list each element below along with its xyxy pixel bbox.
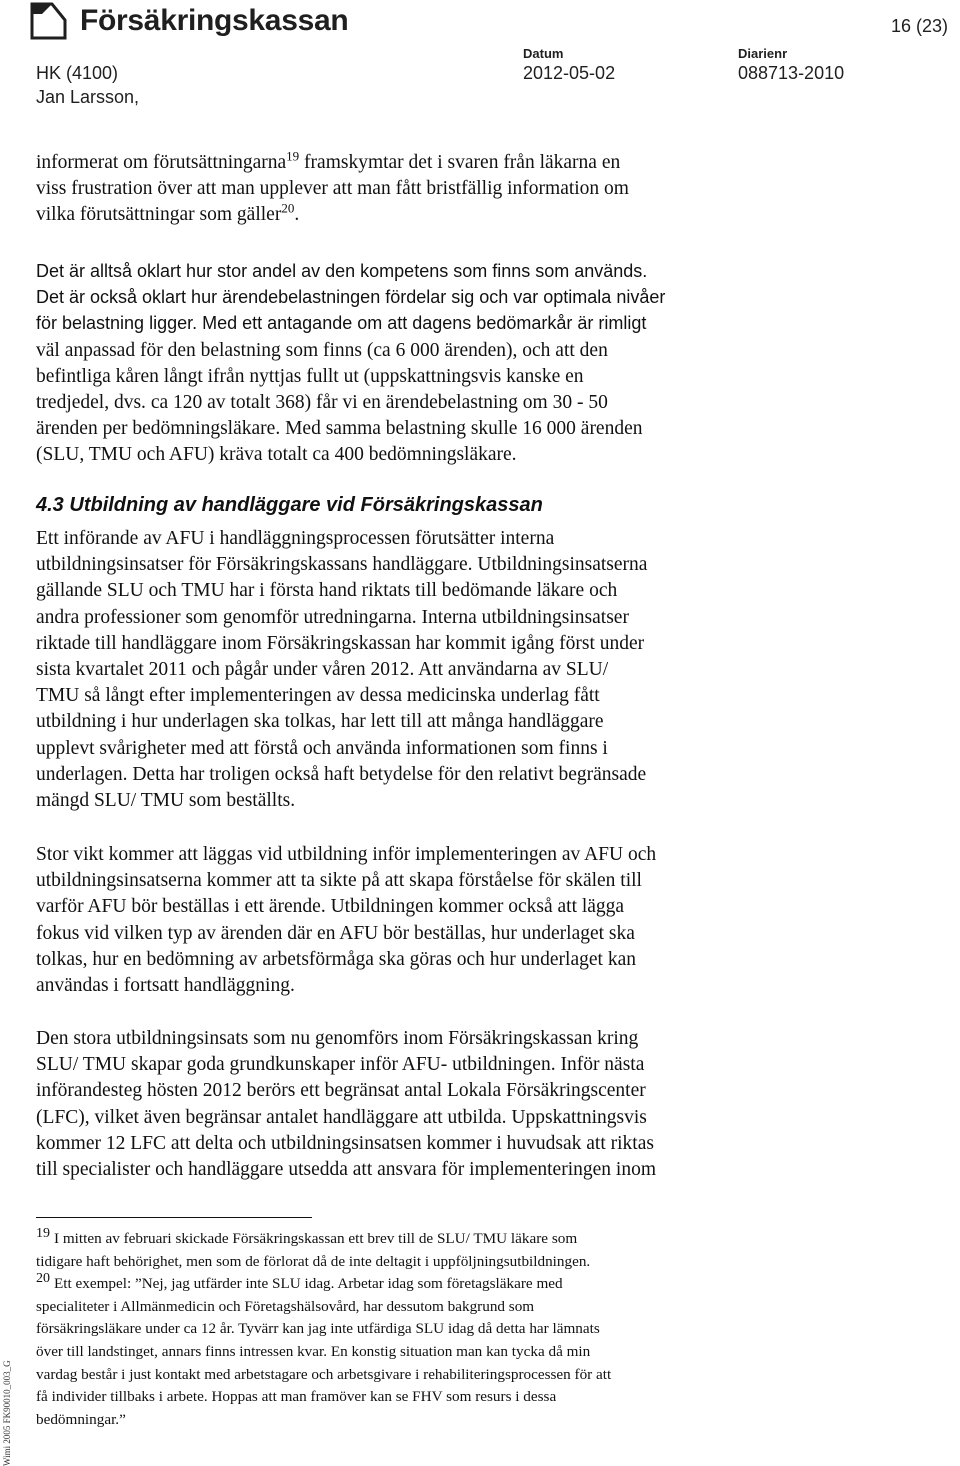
text-fragment: framskymtar det i svaren från läkarna en (299, 152, 621, 173)
text-line: viss frustration över att man upplever att man fått bristfällig information om (36, 178, 629, 200)
section-heading (36, 494, 543, 517)
text-line: fokus vid vilken typ av ärenden där en AFU bör beställas, hur underlaget ska (36, 922, 635, 944)
section-title: Utbildning av handläggare vid Försäkringskassan (63, 494, 543, 516)
text-fragment: Med samma belastning skulle 16 000 ärenden (280, 418, 643, 440)
text-line: till specialister och handläggare utsedda att ansvara för implementeringen inom (36, 1159, 656, 1181)
text-line: Stor vikt kommer att läggas vid utbildning inför implementeringen av AFU och (36, 844, 657, 865)
text-line (36, 416, 806, 442)
text-fragment: för belastning ligger. (36, 313, 198, 334)
reference-label: Diarienr (738, 46, 788, 61)
text-fragment: ärenden per bedömningsläkare. (36, 418, 281, 440)
author-name: Jan Larsson, (36, 87, 140, 107)
date-label: Datum (523, 46, 564, 61)
footnote-divider (36, 1217, 312, 1218)
footnote-ref-19: 19 (286, 148, 300, 164)
text-fragment: Med ett antagande om att dagens bedömarkår är rimligt (197, 313, 647, 334)
text-fragment: informerat om förutsättningarna (36, 152, 287, 173)
paragraph-2 (36, 258, 806, 469)
text-fragment: I mitten av februari skickade Försäkringskassan ett brev till de SLU/ TMU läkare som (54, 1230, 578, 1247)
text-line: tolkas, hur en bedömning av arbetsförmåga ska göras och hur underlaget kan (36, 948, 636, 970)
text-line: bedömningar.” (36, 1410, 126, 1428)
text-line: underlagen. Detta har troligen också haft betydelse för den relativt begränsade (36, 763, 647, 785)
text-line: utbildning i hur underlagen ska tolkas, har lett till att många handläggare (36, 711, 604, 733)
paragraph-4 (36, 842, 806, 999)
paragraph-3 (36, 526, 806, 814)
text-line: Ett införande av AFU i handläggningsprocessen förutsätter interna (36, 528, 555, 549)
section-number: 4.3 (36, 494, 64, 516)
text-fragment: tredjedel, dvs. (36, 392, 146, 414)
text-line: mängd SLU/ TMU som beställts. (36, 790, 296, 812)
text-line: Det är alltså oklart hur stor andel av den kompetens som finns som används. (36, 261, 648, 281)
text-line: andra professioner som genomför utredningarna. Interna utbildningsinsatser (36, 606, 629, 628)
forsakringskassan-logo-icon (30, 2, 67, 40)
text-line: TMU så långt efter implementeringen av dessa medicinska underlag fått (36, 685, 600, 707)
text-line: över till landstinget, annars finns intressen kvar. En konstig situation man kan tycka då min (36, 1342, 591, 1360)
text-line: införandesteg hösten 2012 berörs ett begränsat antal Lokala Försäkringscenter (36, 1080, 646, 1102)
footnote-number: 20 (36, 1271, 50, 1287)
text-line: vardag består i just kontakt med arbetstagare och arbetsgivare i rehabiliteringsprocessen för att (36, 1365, 612, 1383)
page-number: 16 (23) (890, 16, 948, 36)
text-line: varför AFU bör beställas i ett ärende. Utbildningen kommer också att lägga (36, 896, 625, 918)
text-fragment: . (294, 204, 300, 226)
text-line: (LFC), vilket även begränsar antalet handläggare att utbilda. Uppskattningsvis (36, 1106, 647, 1128)
paragraph-1 (36, 150, 806, 229)
text-line: Den stora utbildningsinsats som nu genomförs inom Försäkringskassan kring (36, 1028, 639, 1049)
text-line: (SLU, TMU och AFU) kräva totalt ca 400 bedömningsläkare. (36, 444, 517, 466)
text-line: riktade till handläggare inom Försäkringskassan har kommit igång först under (36, 632, 645, 654)
text-line: användas i fortsatt handläggning. (36, 975, 295, 997)
date-value: 2012-05-02 (523, 63, 616, 83)
text-line: försäkringsläkare under ca 12 år. Tyvärr kan jag inte utfärdiga SLU idag då detta har lämnats (36, 1320, 600, 1338)
footnote-19 (36, 1228, 766, 1251)
paragraph-5 (36, 1026, 806, 1183)
text-line: få individer tillbaks i arbete. Hoppas att man framöver kan se FHV som resurs i dessa (36, 1388, 557, 1406)
text-line: Det är också oklart hur ärendebelastningen fördelar sig och var optimala nivåer (36, 287, 666, 308)
unit-label: HK (4100) (36, 63, 119, 83)
text-line (36, 310, 806, 337)
text-line: SLU/ TMU skapar goda grundkunskaper inför AFU- utbildningen. Inför nästa (36, 1054, 645, 1076)
text-fragment: Ett exempel: ”Nej, jag utfärder inte SLU idag. Arbetar idag som företagsläkare med (54, 1275, 563, 1293)
text-fragment: ca 120 av totalt 368) får vi en ärendebelastning om 30 - 50 (145, 392, 608, 414)
footnote-number: 19 (36, 1226, 50, 1241)
form-code: Wimi 2005 FK90010_003_G (2, 1360, 12, 1466)
footnote-20 (36, 1273, 766, 1296)
text-line (36, 202, 806, 228)
text-fragment: vilka förutsättningar som gäller (36, 204, 282, 226)
text-line: kommer 12 LFC att delta och utbildningsinsatsen kommer i huvudsak att riktas (36, 1132, 654, 1154)
text-line: upplevt svårigheter med att förstå och använda informationen som finns i (36, 737, 608, 759)
text-line (36, 390, 806, 416)
text-line: sista kvartalet 2011 och pågår under våren 2012. Att användarna av SLU/ (36, 659, 609, 681)
text-line: specialiteter i Allmänmedicin och Företagshälsovård, har dessutom bakgrund som (36, 1297, 535, 1315)
text-line: befintliga kåren långt ifrån nyttjas fullt ut (uppskattningsvis kanske en (36, 365, 584, 387)
footnotes (36, 1228, 766, 1431)
logo-text: Försäkringskassan (80, 4, 349, 37)
text-line: väl anpassad för den belastning som finns (ca 6 000 ärenden), och att den (36, 339, 608, 361)
text-line: tidigare haft behörighet, men som de förlorat då de inte deltagit i uppföljningsutbildningen. (36, 1252, 591, 1270)
text-line (36, 150, 806, 176)
reference-value: 088713-2010 (738, 63, 845, 83)
text-line: gällande SLU och TMU har i första hand riktats till bedömande läkare och (36, 580, 618, 602)
footnote-ref-20: 20 (281, 200, 295, 216)
text-line: utbildningsinsatserna kommer att ta sikte på att skapa förståelse för skälen till (36, 870, 642, 892)
text-line: utbildningsinsatser för Försäkringskassans handläggare. Utbildningsinsatserna (36, 554, 648, 576)
